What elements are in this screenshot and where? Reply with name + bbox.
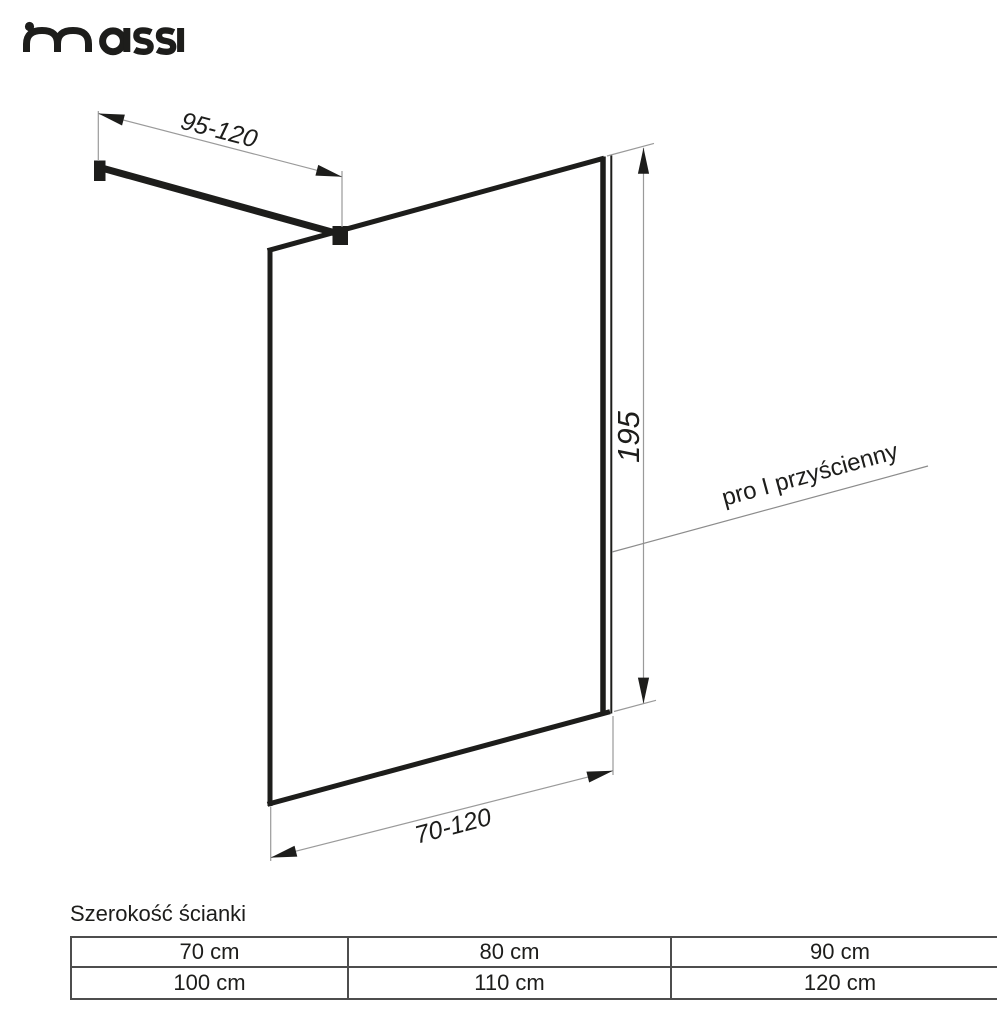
size-cell-120cm: 120 cm — [670, 966, 997, 998]
dimension-height — [607, 143, 656, 711]
dim-height-label: 195 — [611, 411, 646, 463]
model-label: pro I przyścienny — [718, 437, 902, 512]
size-cell-110cm: 110 cm — [347, 966, 670, 998]
support-arm — [104, 169, 340, 235]
dimension-arm-length — [98, 107, 342, 227]
support-arm-assembly — [94, 161, 348, 246]
shower-glass-panel — [268, 156, 612, 807]
size-cell-100cm: 100 cm — [72, 966, 347, 998]
glass-clamp — [333, 226, 349, 245]
size-cell-80cm: 80 cm — [347, 938, 670, 966]
logo-letter-s2 — [157, 30, 173, 51]
dim-width-label: 70-120 — [411, 802, 495, 850]
massi-logo — [25, 22, 181, 52]
extension-line — [607, 143, 654, 156]
logo-letter-s — [135, 30, 151, 51]
logo-letter-m — [27, 31, 89, 53]
size-table-caption: Szerokość ścianki — [70, 901, 247, 926]
model-callout — [612, 438, 928, 552]
extension-line — [614, 700, 656, 711]
size-cell-70cm: 70 cm — [179, 939, 240, 964]
panel-bottom-edge — [268, 712, 611, 805]
logo-letter-a-bowl — [103, 31, 124, 52]
size-cell-90cm: 90 cm — [670, 938, 997, 966]
dim-arm-length-label: 95-120 — [177, 106, 261, 154]
panel-top-edge — [268, 158, 605, 251]
size-table — [70, 936, 997, 1000]
